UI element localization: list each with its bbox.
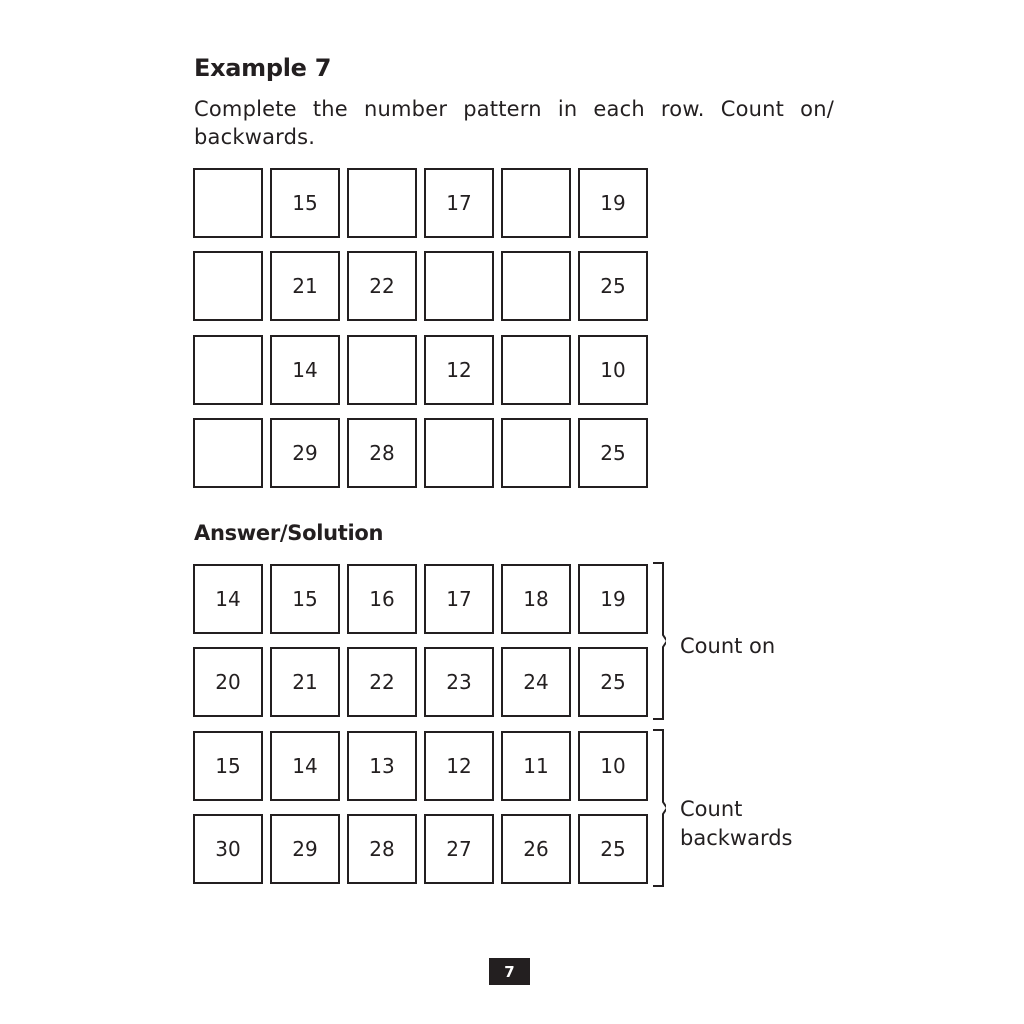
empty-number-box	[501, 335, 571, 405]
number-box: 10	[578, 335, 648, 405]
number-box: 19	[578, 168, 648, 238]
number-box: 27	[424, 814, 494, 884]
count-backwards-label	[680, 795, 793, 853]
number-box: 13	[347, 731, 417, 801]
empty-number-box	[347, 168, 417, 238]
number-box: 29	[270, 418, 340, 488]
number-box: 14	[270, 335, 340, 405]
instruction-text: Complete the number pattern in each row. Count on/ backwards.	[194, 97, 834, 149]
number-box: 17	[424, 564, 494, 634]
number-box: 15	[270, 168, 340, 238]
number-box: 29	[270, 814, 340, 884]
number-box: 24	[501, 647, 571, 717]
number-box: 23	[424, 647, 494, 717]
number-box: 26	[501, 814, 571, 884]
empty-number-box	[501, 251, 571, 321]
number-box: 30	[193, 814, 263, 884]
number-box: 10	[578, 731, 648, 801]
number-box: 19	[578, 564, 648, 634]
count-on-bracket	[652, 562, 666, 720]
empty-number-box	[193, 335, 263, 405]
answer-heading: Answer/Solution	[194, 521, 384, 545]
number-box: 18	[501, 564, 571, 634]
count-backwards-bracket	[652, 729, 666, 887]
number-box: 11	[501, 731, 571, 801]
empty-number-box	[501, 168, 571, 238]
number-box: 14	[193, 564, 263, 634]
grid-row	[193, 168, 653, 240]
count-backwards-line1: Count	[680, 797, 743, 821]
page-number: 7	[489, 958, 530, 985]
grid-row	[193, 647, 653, 719]
number-box: 21	[270, 251, 340, 321]
number-box: 25	[578, 418, 648, 488]
count-on-text: Count on	[680, 634, 776, 658]
empty-number-box	[193, 251, 263, 321]
count-backwards-line2: backwards	[680, 826, 793, 850]
number-box: 28	[347, 418, 417, 488]
grid-row	[193, 731, 653, 803]
number-box: 14	[270, 731, 340, 801]
empty-number-box	[193, 418, 263, 488]
grid-row	[193, 251, 653, 323]
number-box: 22	[347, 647, 417, 717]
empty-number-box	[501, 418, 571, 488]
number-box: 16	[347, 564, 417, 634]
number-box: 17	[424, 168, 494, 238]
grid-row	[193, 814, 653, 886]
grid-row	[193, 564, 653, 636]
example-title: Example 7	[194, 54, 332, 82]
number-box: 21	[270, 647, 340, 717]
number-box: 20	[193, 647, 263, 717]
number-box: 15	[270, 564, 340, 634]
count-on-label	[680, 632, 775, 661]
number-box: 25	[578, 814, 648, 884]
empty-number-box	[193, 168, 263, 238]
empty-number-box	[424, 251, 494, 321]
number-box: 22	[347, 251, 417, 321]
empty-number-box	[347, 335, 417, 405]
grid-row	[193, 335, 653, 407]
number-box: 12	[424, 731, 494, 801]
empty-number-box	[424, 418, 494, 488]
grid-row	[193, 418, 653, 490]
number-box: 12	[424, 335, 494, 405]
number-box: 15	[193, 731, 263, 801]
number-box: 25	[578, 251, 648, 321]
number-box: 25	[578, 647, 648, 717]
number-box: 28	[347, 814, 417, 884]
